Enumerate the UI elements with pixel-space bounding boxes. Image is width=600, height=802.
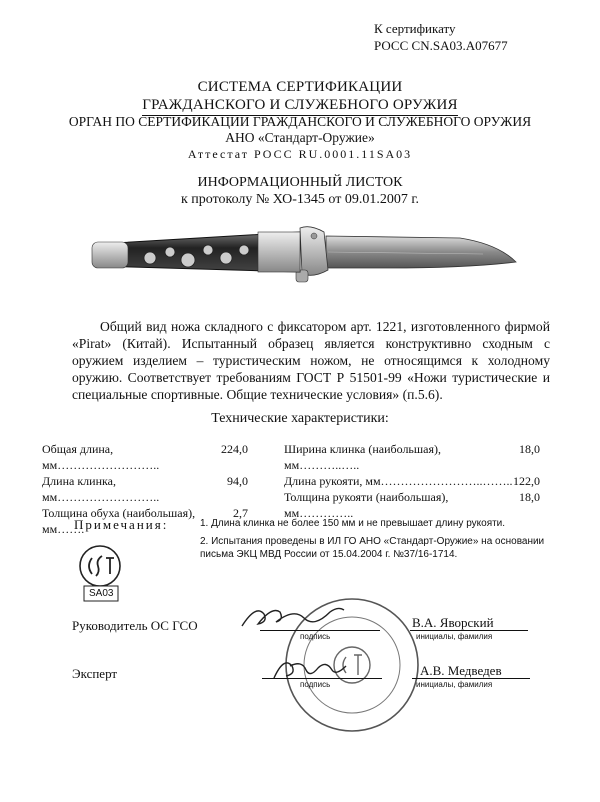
knife-photo	[88, 222, 518, 290]
spec-label: Толщина обуха (наибольшая), мм…….	[42, 506, 196, 536]
protocol-reference: к протоколу № ХО-1345 от 09.01.2007 г.	[180, 192, 420, 207]
spec-label: Длина рукояти, мм……………………..……..	[284, 474, 513, 488]
spec-label: Длина клинка, мм……………………..	[42, 474, 160, 504]
spec-row	[42, 473, 248, 505]
spec-row	[284, 473, 540, 489]
note-item-1: 1. Длина клинка не более 150 мм и не превышает длину рукояти.	[200, 518, 506, 529]
certification-mark	[66, 540, 146, 606]
expert-name-line	[412, 678, 530, 679]
notes-list	[200, 517, 555, 561]
system-title-line2: ГРАЖДАНСКОГО И СЛУЖЕБНОГО ОРУЖИЯ	[142, 96, 457, 116]
seal-code: SA03	[89, 588, 114, 599]
cert-ref-number: РОСС CN.SA03.A07677	[374, 38, 508, 53]
spec-value: 94,0	[227, 474, 248, 488]
head-signature-icon	[238, 598, 348, 634]
spec-row	[42, 441, 248, 473]
head-sign-caption: подпись	[300, 632, 331, 641]
product-description: Общий вид ножа складного с фиксатором арт. 1221, изготовленного фирмой «Pirat» (Китай). Испытанный образец является конструктивно сходным с оружием изделием – туристическим ножом, не относящимся к холодному оружию. Соответствует требованиям ГОСТ Р 51501-99 «Ножи туристические и специальные спортивные. Общие технические условия» (п.5.6).	[72, 319, 550, 402]
system-title-line1: СИСТЕМА СЕРТИФИКАЦИИ	[197, 79, 403, 95]
head-name-line	[410, 630, 528, 631]
head-role: Руководитель ОС ГСО	[72, 618, 198, 633]
organ-name: ОРГАН ПО СЕРТИФИКАЦИИ ГРАЖДАНСКОГО И СЛУЖЕБНОГО ОРУЖИЯ	[68, 114, 532, 129]
expert-sign-caption: подпись	[300, 680, 331, 689]
certificate-reference	[374, 20, 508, 54]
tech-specs-right	[284, 441, 540, 521]
note-item-2-cont: письма ЭКЦ МВД России от 15.04.2004 г. №37/16-1714.	[200, 549, 458, 560]
spec-value: 2,7	[233, 506, 248, 520]
spec-label: Ширина клинка (наибольшая), мм………..…..	[284, 442, 441, 472]
spec-value: 18,0	[519, 490, 540, 504]
certification-organ	[0, 114, 600, 162]
expert-name: А.В. Медведев	[420, 663, 502, 678]
spec-value: 18,0	[519, 442, 540, 456]
expert-name-caption: инициалы, фамилия	[416, 680, 493, 689]
cert-ref-line1: К сертификату	[374, 21, 456, 36]
head-name: В.А. Яворский	[412, 615, 494, 630]
spec-label: Общая длина, мм……………………..	[42, 442, 160, 472]
spec-row	[284, 441, 540, 473]
spec-value: 122,0	[513, 474, 540, 488]
info-sheet-title: ИНФОРМАЦИОННЫЙ ЛИСТОК	[197, 175, 403, 190]
system-title	[0, 78, 600, 116]
organ-ano: АНО «Стандарт-Оружие»	[225, 130, 375, 145]
note-item-2: 2. Испытания проведены в ИЛ ГО АНО «Стандарт-Оружие» на основании	[200, 536, 545, 547]
spec-value: 224,0	[221, 442, 248, 456]
organ-attestat: Аттестат РОСС RU.0001.11SA03	[187, 147, 413, 161]
notes-label: Примечания:	[74, 517, 169, 532]
tech-specs-heading: Технические характеристики:	[211, 411, 389, 426]
info-sheet-heading	[0, 174, 600, 208]
spec-label: Толщина рукояти (наибольшая), мм…………..	[284, 490, 449, 520]
head-sign-line	[260, 630, 380, 631]
expert-sign-line	[262, 678, 382, 679]
expert-role: Эксперт	[72, 666, 118, 681]
head-name-caption: инициалы, фамилия	[416, 632, 493, 641]
